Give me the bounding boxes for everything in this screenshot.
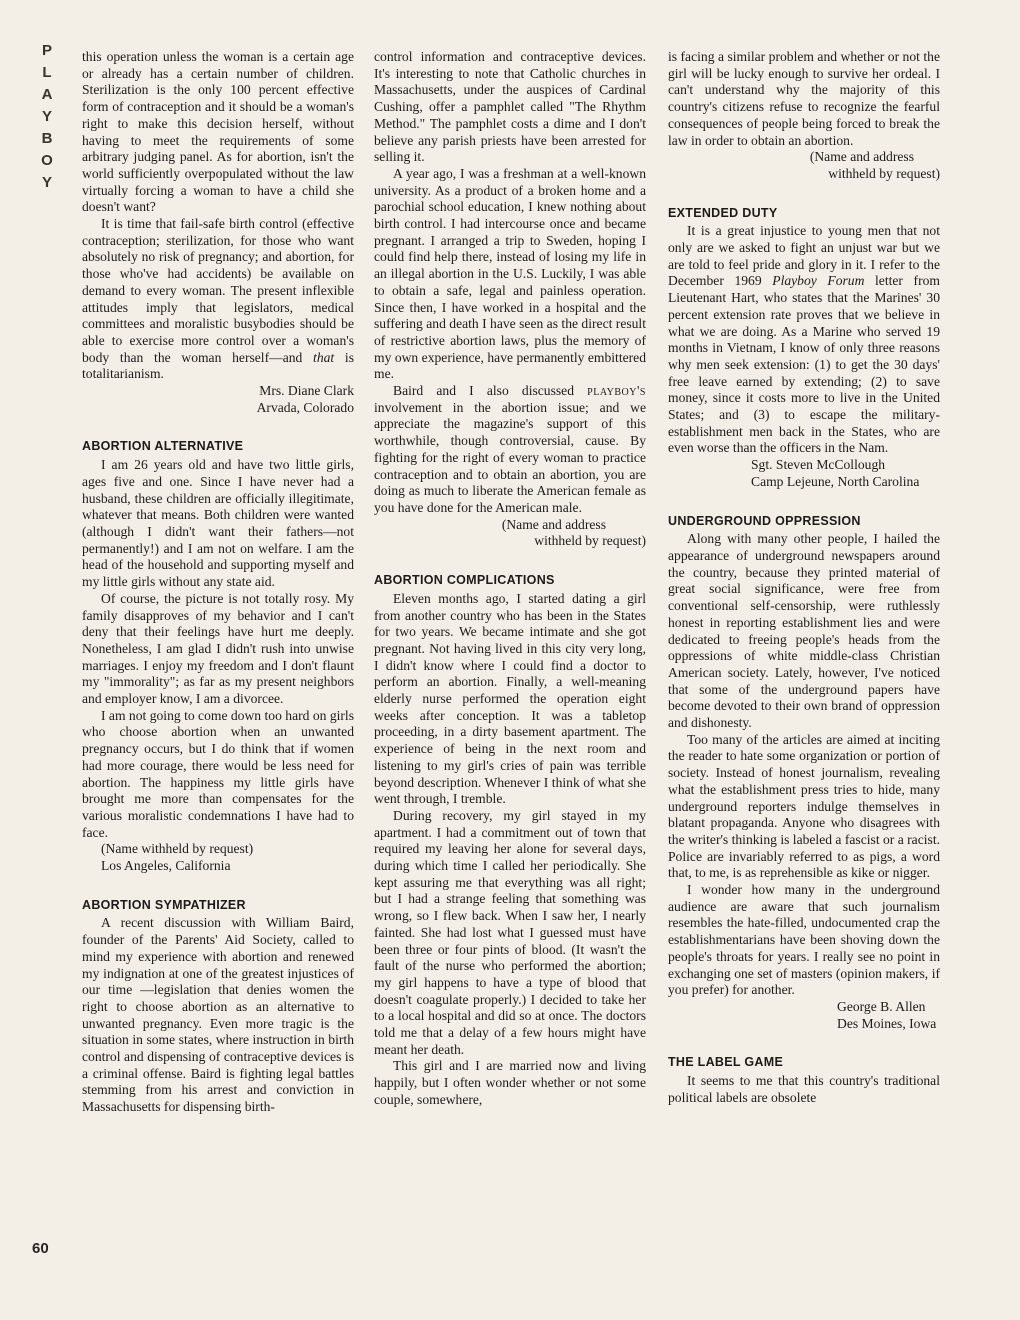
- paragraph: During recovery, my girl stayed in my apartment. I had a commitment out of town that required my leaving her alone for several days, during which time I called her periodically. She kept assuring me that everything was all right; but I had a strange feeling that something was wrong, so I flew back. When I saw her, I nearly fainted. She had lost what I guessed must have been three or four pints of blood. (It wasn't the fault of the nurse who performed the abortion; my girl happens to have a type of blood that doesn't coagulate properly.) I decided to take her to a local hospital and did so at once. The doctors told me that a delay of a few hours might have meant her death.: [374, 807, 646, 1057]
- title-letter: L: [42, 64, 52, 81]
- signature-name: George B. Allen: [837, 998, 926, 1014]
- column-2: [374, 49, 646, 1109]
- column-1: [82, 49, 354, 1116]
- title-letter: O: [41, 152, 53, 169]
- signature-place: Des Moines, Iowa: [837, 1015, 937, 1031]
- magazine-vertical-title: [34, 40, 60, 194]
- paragraph: Eleven months ago, I started dating a girl from another country who has been in the States for two years. We became intimate and she got pregnant. Not having lived in this city very long, I didn't know where I could find a doctor to perform an abortion. Finally, a well-meaning elderly nurse performed the operation eight weeks after conception. It was a tabletop proceeding, in a dirty basement apartment. The experience of being in the next room and listening to my girl's cries of pain was terrible beyond description. Whenever I think of what she went through, I tremble.: [374, 590, 646, 807]
- paragraph: I am 26 years old and have two little girls, ages five and one. Since I have never had a husband, these children are officially illegitimate, whatever that means. Both children were wanted (although I didn't want their fathers—not permanently!) and I am not on welfare. I am the head of the household and supporting myself and my little girls without any state aid.: [82, 457, 354, 590]
- section-heading: ABORTION COMPLICATIONS: [374, 573, 555, 588]
- emphasis: that: [313, 349, 335, 365]
- title-letter: Y: [41, 174, 52, 191]
- title-letter: Y: [41, 108, 52, 125]
- signature-place: Los Angeles, California: [101, 858, 231, 874]
- signature-line: (Name and address: [809, 149, 914, 165]
- emphasis: Playboy Forum: [772, 273, 865, 289]
- paragraph: is facing a similar problem and whether or not the girl will be lucky enough to survive her ordeal. I can't understand why the majority of this country's citizens refuse to recognize the fearful consequences of people being forced to break the law in order to obtain an abortion.: [668, 49, 940, 148]
- column-3: [668, 49, 940, 1106]
- section-heading: EXTENDED DUTY: [668, 205, 778, 220]
- signature-line: withheld by request): [828, 165, 940, 181]
- paragraph: I wonder how many in the underground audience are aware that such journalism resembles the hate-filled, undocumented crap the establishmentarians have been shoving down the people's throats for years. I really see no point in exchanging one set of masters (opinion makers, if you prefer) for another.: [668, 882, 940, 998]
- signature-name: Sgt. Steven McCollough: [751, 457, 886, 473]
- signature-line: (Name and address: [501, 516, 606, 532]
- paragraph: A recent discussion with William Baird, founder of the Parents' Aid Society, called to mind my experience with abortion and renewed my indignation at one of the greatest injustices of our time —legislation that denies women the right to choose abortion as an alternative to unwanted pregnancy. Even more tragic is the situation in some states, where instruction in birth control and dispensing of contraceptive devices is a criminal offense. Baird is fighting legal battles stemming from his arrest and conviction in Massachusetts for dispensing birth-: [82, 915, 354, 1115]
- paragraph: Of course, the picture is not totally rosy. My family disapproves of my behavior and I can't deny that their feelings have hurt me deeply. Nonetheless, I am glad I didn't rush into unwise marriages. I enjoy my freedom and I don't flaunt my "immorality"; as far as my present neighbors and employer know, I am a divorcee.: [82, 590, 354, 707]
- paragraph: Too many of the articles are aimed at inciting the reader to hate some organization or portion of society. Instead of honest journalism, revealing what the establishment press tries to hide, many underground reporters indulge themselves in blatant propaganda. Anyone who disagrees with the writer's thinking is labeled a fascist or a racist. Police are invariably referred to as pigs, a word that, to me, is as reprehensible as kike or nigger.: [668, 731, 940, 881]
- paragraph: this operation unless the woman is a certain age or already has a certain number of children. Sterilization is the only 100 percent effective form of contraception and it should be a woman's right to make this decision herself, without having to meet the requirements of some arbitrary judging panel. As for abortion, isn't the world sufficiently overpopulated without the law virtually forcing a woman to have a child she doesn't want?: [82, 49, 354, 215]
- small-caps-text: playboy's: [587, 383, 646, 399]
- paragraph: Along with many other people, I hailed the appearance of underground newspapers around the country, because they printed material of great social significance, were free from conventional self-censorship, were ruthlessly honest in reporting establishment lies and were dedicated to freeing people's heads from the oppressions of white middle-class Christian American society. Lately, however, I've noticed that some of the underground papers have become devoted to their own brand of oppression and dishonesty.: [668, 531, 940, 731]
- section-heading: UNDERGROUND OPPRESSION: [668, 513, 861, 528]
- signature-name: Mrs. Diane Clark: [259, 383, 354, 399]
- title-letter: B: [41, 130, 53, 147]
- section-heading: THE LABEL GAME: [668, 1055, 784, 1070]
- paragraph: It seems to me that this country's traditional political labels are obsolete: [668, 1073, 940, 1105]
- signature-name: (Name withheld by request): [101, 841, 254, 857]
- paragraph: This girl and I are married now and living happily, but I often wonder whether or not some couple, somewhere,: [374, 1058, 646, 1107]
- signature-place: Camp Lejeune, North Carolina: [751, 473, 920, 489]
- signature-place: Arvada, Colorado: [256, 399, 354, 415]
- section-heading: ABORTION SYMPATHIZER: [82, 897, 246, 912]
- paragraph: I am not going to come down too hard on girls who choose abortion when an unwanted pregnancy occurs, but I do think that if women had more courage, there would be less need for abortion. The happiness my little girls have brought me more than compensates for the various moralistic condemnations I have had to face.: [82, 707, 354, 840]
- paragraph: It is time that fail-safe birth control (effective contraception; sterilization, for those who want absolutely no risk of pregnancy; and abortion, for those who've had accidents) be available on demand to every woman. The present inflexible attitudes imply that legislators, medical committees and moralistic busybodies should be able to exercise more control over a woman's body than the woman herself—and that is totalitarianism.: [82, 216, 354, 382]
- signature-line: withheld by request): [534, 533, 646, 549]
- title-letter: A: [41, 86, 53, 103]
- title-letter: P: [41, 42, 52, 59]
- paragraph: control information and contraceptive devices. It's interesting to note that Catholic churches in Massachusetts, under the auspices of Cardinal Cushing, offer a pamphlet called "The Rhythm Method." The pamphlet costs a dime and I don't believe any parish priests have been arrested for selling it.: [374, 49, 646, 165]
- paragraph: It is a great injustice to young men that not only are we asked to fight an unjust war but we are told to feel pride and glory in it. I refer to the December 1969 Playboy Forum letter from Lieutenant Hart, who states that the Marines' 30 percent extension rate proves that we believe in what we are doing. As a Marine who served 19 months in Vietnam, I know of only three reasons why men seek extension: (1) to get the 30 days' free leave earned by extending; (2) to save money, since it costs more to live in the United States; and (3) to escape the military-establishment men back in the States, who are even worse than the officers in the Nam.: [668, 223, 940, 456]
- paragraph: Baird and I also discussed playboy's involvement in the abortion issue; and we appreciate the magazine's support of this worthwhile, though controversial, cause. By fighting for the right of every woman to practice contraception and to obtain an abortion, you are doing as much to liberate the American female as you have done for the American male.: [374, 383, 646, 515]
- section-heading: ABORTION ALTERNATIVE: [82, 439, 244, 454]
- page-number: 60: [32, 1240, 49, 1257]
- paragraph: A year ago, I was a freshman at a well-known university. As a product of a broken home and a parochial school education, I knew nothing about birth control. I had intercourse once and became pregnant. I arranged a trip to Sweden, hoping I could find help there, instead of losing my life in an illegal abortion in the U.S. Luckily, I was able to obtain a safe, legal and painless operation. Since then, I have worked in a hospital and the suffering and death I have seen as the direct result of restrictive abortion laws, plus the memory of my own experience, have permanently embittered me.: [374, 165, 646, 382]
